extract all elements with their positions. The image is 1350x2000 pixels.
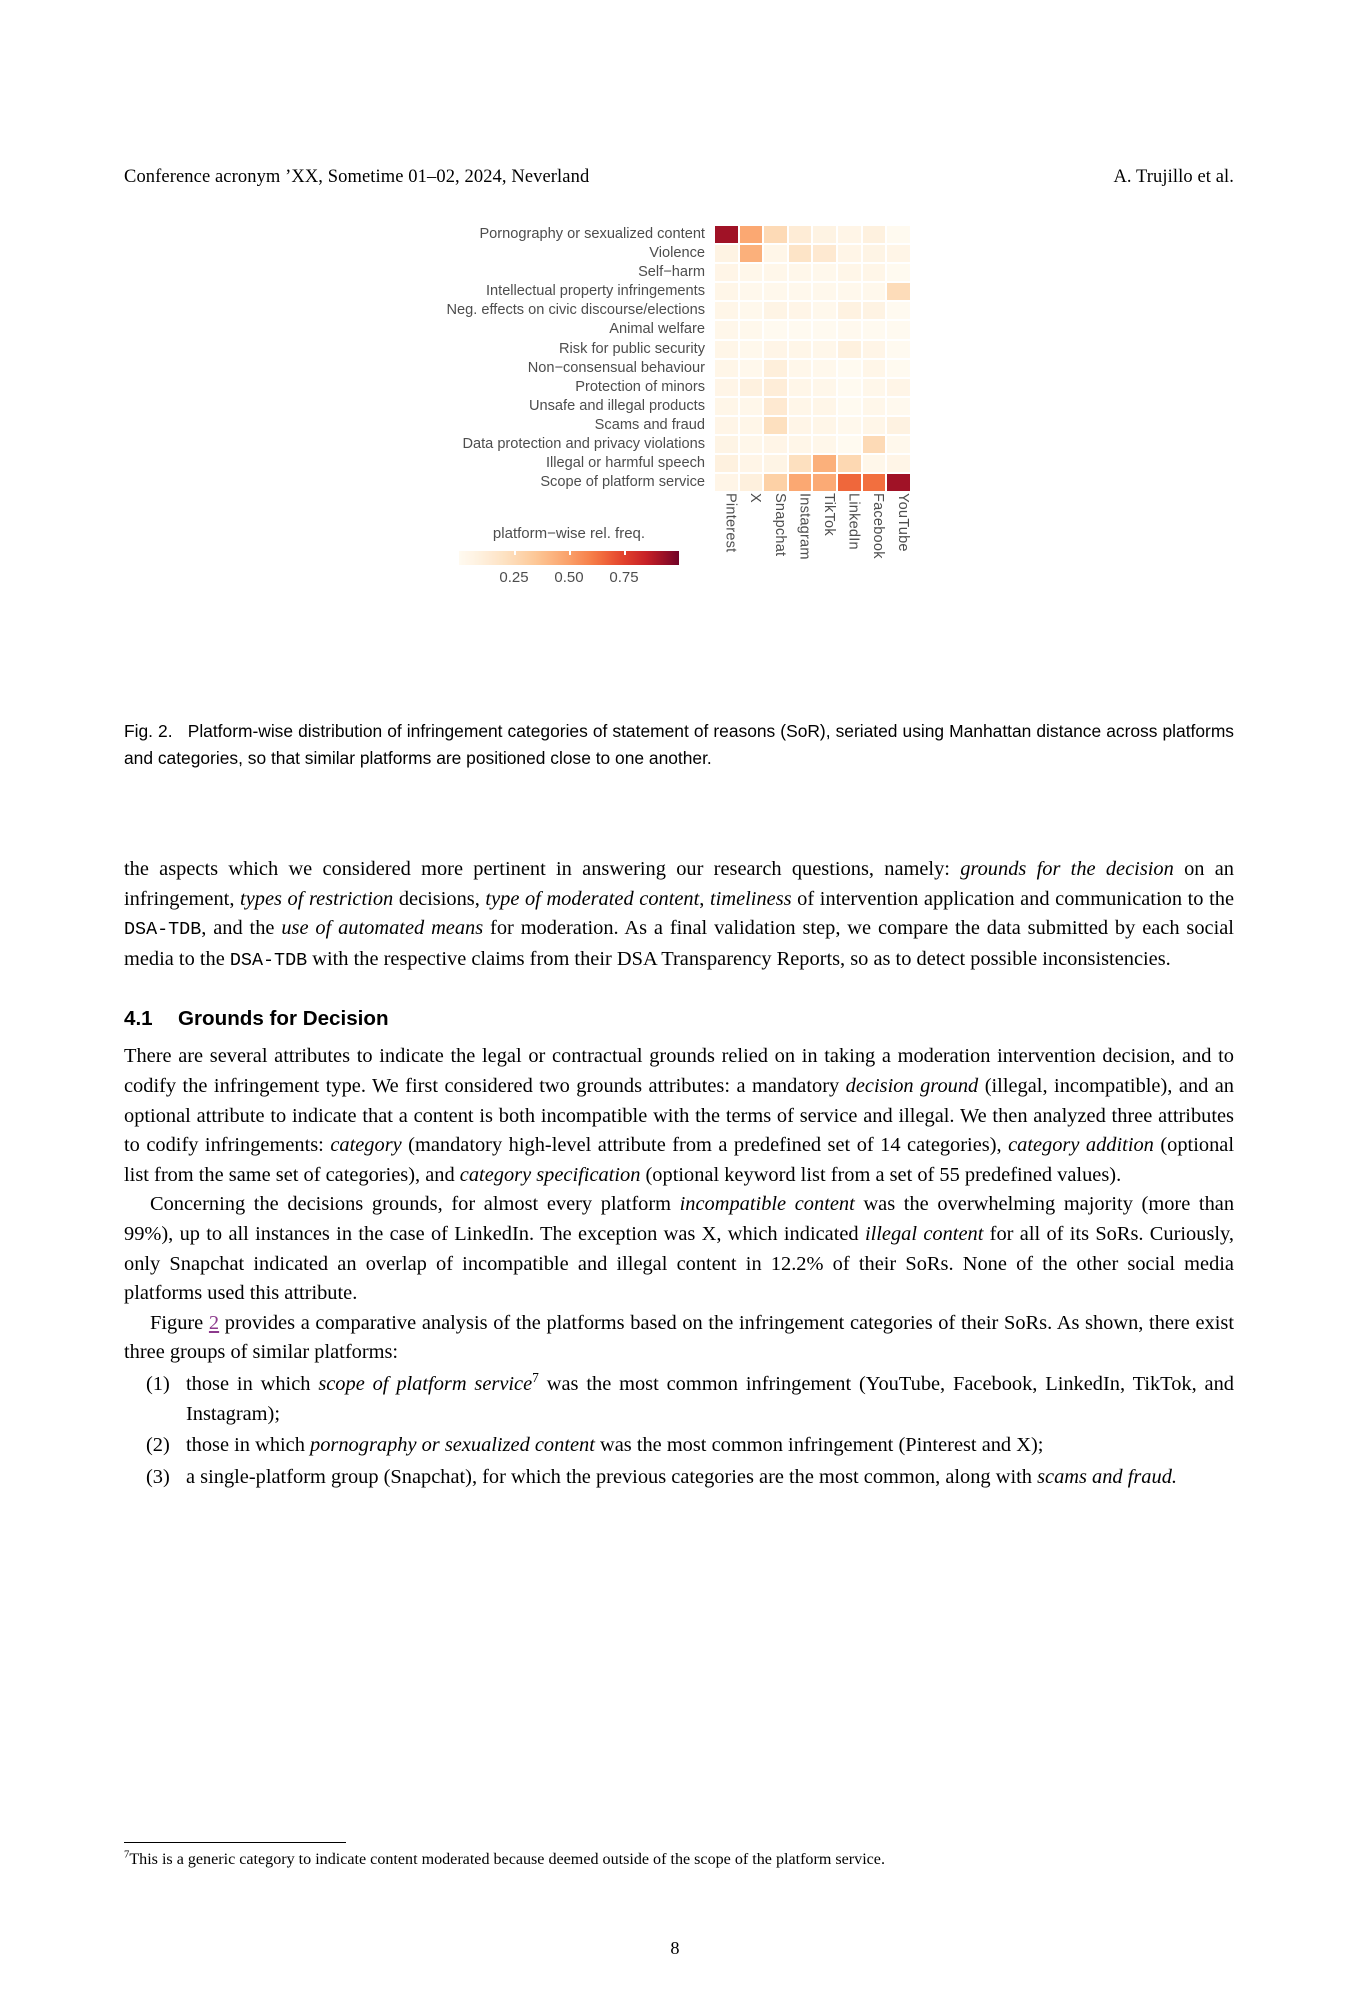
heatmap-row-label: Risk for public security — [559, 340, 705, 357]
p1-em-type-content: type of moderated content — [485, 887, 700, 910]
legend-tick-label: 0.50 — [554, 569, 584, 586]
p1-seg-a: the aspects which we considered more pertinent in answering our research questions, namely: — [124, 858, 961, 880]
heatmap-cell — [812, 263, 837, 282]
p1-seg-d: , — [699, 887, 711, 910]
heatmap-column-label: TikTok — [820, 493, 837, 536]
p4-seg-b: provides a comparative analysis of the platforms based on the infringement categories of their SoRs. As shown, there exist three groups of similar platforms: — [124, 1311, 1234, 1364]
heatmap-row-label: Animal welfare — [609, 321, 705, 338]
p1-seg-h: with the respective claims from their DSA Transparency Reports, so as to detect possible inconsistencies. — [307, 947, 1171, 970]
heatmap-cell — [862, 320, 887, 339]
heatmap-plot — [404, 225, 964, 586]
heatmap-cell — [837, 435, 862, 454]
heatmap-cell — [739, 435, 764, 454]
heatmap-cell — [837, 225, 862, 244]
heatmap-cell — [763, 378, 788, 397]
li3-seg-a: a single-platform group (Snapchat), for which the previous categories are the most common, along with — [186, 1465, 1038, 1488]
p2-seg-a: There are several attributes to indicate the legal or contractual grounds relied on in taking a moderation intervention decision, and to codify the infringement type. We first considered two grounds attributes: a mandatory — [124, 1045, 1234, 1097]
li2-seg-b: was the most common infringement (Pinterest and X); — [594, 1434, 1044, 1457]
body-text — [124, 855, 1234, 1492]
heatmap-cell — [886, 435, 911, 454]
heatmap-cell — [739, 301, 764, 320]
heatmap-row-label: Non−consensual behaviour — [527, 359, 705, 376]
heatmap-cell — [739, 378, 764, 397]
heatmap-grid — [714, 225, 911, 492]
heatmap-cell — [812, 397, 837, 416]
p4-seg-a: Figure — [150, 1311, 209, 1334]
heatmap-cell — [837, 454, 862, 473]
heatmap-row-label: Protection of minors — [575, 378, 705, 395]
platform-groups-list — [124, 1370, 1234, 1492]
heatmap-cell — [739, 473, 764, 492]
p3-em-illegal: illegal content — [864, 1222, 984, 1245]
heatmap-cell — [862, 435, 887, 454]
running-head-left: Conference acronym ’XX, Sometime 01–02, 2024, Neverland — [124, 167, 590, 187]
heatmap-cell — [812, 435, 837, 454]
heatmap-row-label: Data protection and privacy violations — [462, 436, 705, 453]
heatmap-cell — [862, 378, 887, 397]
paragraph-continuation — [124, 855, 1234, 975]
heatmap-cell — [837, 282, 862, 301]
heatmap-cell — [837, 397, 862, 416]
heatmap-cell — [714, 244, 739, 263]
heatmap-cell — [714, 263, 739, 282]
heatmap-cell — [812, 416, 837, 435]
figure-caption-text: Platform-wise distribution of infringement categories of statement of reasons (SoR), seriated using Manhattan distance across platforms and categories, so that similar platforms are positioned close to one another. — [124, 721, 1234, 768]
heatmap-cell — [714, 340, 739, 359]
heatmap-row-label: Illegal or harmful speech — [546, 455, 705, 472]
heatmap-cell — [862, 225, 887, 244]
heatmap-cell — [763, 320, 788, 339]
heatmap-cell — [862, 397, 887, 416]
heatmap-cell — [886, 320, 911, 339]
heatmap-cell — [886, 473, 911, 492]
heatmap-cell — [788, 340, 813, 359]
figure-2-link[interactable]: 2 — [208, 1311, 220, 1334]
heatmap-cell — [886, 397, 911, 416]
heatmap-cell — [714, 473, 739, 492]
p3-seg-b: was the overwhelming majority (more than 99%), up to all instances in the case of LinkedIn. The exception was X, which indicated — [124, 1193, 1235, 1245]
heatmap-cell — [837, 320, 862, 339]
heatmap-cell — [886, 282, 911, 301]
paragraph-decisions-grounds — [124, 1190, 1234, 1308]
paragraph-figure-ref — [124, 1309, 1234, 1368]
section-title: Grounds for Decision — [178, 1007, 389, 1031]
heatmap-cell — [812, 282, 837, 301]
p1-tt-dsatdb-2: DSA-TDB — [229, 949, 308, 971]
list-item — [124, 1370, 1234, 1429]
li3-em-scams: scams and fraud. — [1037, 1465, 1177, 1488]
heatmap-cell — [886, 225, 911, 244]
heatmap-cell — [837, 263, 862, 282]
heatmap-cell — [763, 282, 788, 301]
heatmap-cell — [763, 416, 788, 435]
heatmap-cell — [812, 473, 837, 492]
heatmap-cell — [886, 244, 911, 263]
heatmap-cell — [739, 416, 764, 435]
heatmap-cell — [788, 435, 813, 454]
paragraph-grounds — [124, 1042, 1234, 1190]
heatmap-row-label: Self−harm — [638, 264, 705, 281]
heatmap-row-label: Scope of platform service — [540, 474, 705, 491]
p2-seg-e: (optional keyword list from a set of 55 predefined values). — [640, 1163, 1122, 1186]
heatmap-cell — [862, 454, 887, 473]
footnote-text: This is a generic category to indicate content moderated because deemed outside of the scope of the platform service. — [129, 1851, 885, 1868]
running-head — [124, 167, 1234, 188]
heatmap-cell — [714, 225, 739, 244]
heatmap-cell — [886, 416, 911, 435]
heatmap-cell — [862, 359, 887, 378]
heatmap-cell — [763, 473, 788, 492]
heatmap-cell — [837, 416, 862, 435]
heatmap-column-label: X — [747, 493, 764, 503]
heatmap-cell — [862, 301, 887, 320]
heatmap-cell — [739, 359, 764, 378]
heatmap-cell — [714, 435, 739, 454]
heatmap-cell — [739, 454, 764, 473]
heatmap-cell — [739, 263, 764, 282]
heatmap-wrapper — [404, 225, 964, 492]
heatmap-cell — [788, 473, 813, 492]
running-head-right: A. Trujillo et al. — [1113, 167, 1234, 187]
heatmap-cell — [739, 340, 764, 359]
p2-em-category-spec: category specification — [459, 1163, 641, 1186]
heatmap-cell — [837, 359, 862, 378]
p1-seg-g: for moderation. As a final validation step, we compare the data submitted by each social media to the — [124, 917, 1234, 970]
li1-seg-a: those in which — [186, 1372, 319, 1395]
heatmap-cell — [714, 359, 739, 378]
heatmap-cell — [837, 301, 862, 320]
heatmap-cell — [714, 454, 739, 473]
heatmap-cell — [763, 225, 788, 244]
heatmap-cell — [812, 320, 837, 339]
heatmap-row-label: Unsafe and illegal products — [528, 397, 705, 414]
heatmap-cell — [837, 378, 862, 397]
heatmap-column-label: Instagram — [796, 493, 813, 560]
p1-em-grounds: grounds for the decision — [960, 858, 1174, 880]
figure-caption — [124, 718, 1234, 771]
legend-colorbar — [459, 551, 679, 565]
p1-tt-dsatdb-1: DSA-TDB — [124, 919, 202, 941]
heatmap-column-label: Pinterest — [722, 493, 739, 553]
heatmap-legend — [424, 525, 714, 587]
heatmap-cell — [763, 263, 788, 282]
heatmap-row-labels — [404, 225, 714, 492]
heatmap-cell — [763, 359, 788, 378]
heatmap-cell — [837, 340, 862, 359]
section-heading-4-1 — [124, 1006, 1234, 1032]
heatmap-column-labels — [714, 493, 911, 603]
heatmap-column-label: YouTube — [894, 493, 911, 552]
heatmap-cell — [862, 340, 887, 359]
heatmap-cell — [739, 225, 764, 244]
heatmap-row-label: Violence — [649, 245, 705, 262]
heatmap-cell — [788, 397, 813, 416]
p2-em-category-addition: category addition — [1008, 1134, 1154, 1157]
p3-em-incompatible: incompatible content — [679, 1193, 855, 1216]
heatmap-cell — [886, 359, 911, 378]
heatmap-cell — [812, 244, 837, 263]
p1-em-types: types of restriction — [240, 887, 394, 910]
p2-em-decision-ground: decision ground — [845, 1074, 979, 1097]
list-item — [124, 1431, 1234, 1461]
heatmap-cell — [714, 416, 739, 435]
heatmap-cell — [739, 282, 764, 301]
footnote-ref-7[interactable]: 7 — [532, 1370, 539, 1386]
heatmap-cell — [812, 340, 837, 359]
heatmap-cell — [739, 320, 764, 339]
heatmap-cell — [886, 378, 911, 397]
heatmap-cell — [886, 301, 911, 320]
heatmap-cell — [788, 378, 813, 397]
heatmap-cell — [714, 397, 739, 416]
heatmap-cell — [812, 225, 837, 244]
legend-notch — [624, 551, 626, 555]
heatmap-cell — [812, 301, 837, 320]
heatmap-cell — [788, 301, 813, 320]
heatmap-cell — [763, 340, 788, 359]
heatmap-cell — [862, 263, 887, 282]
li2-em-porn: pornography or sexualized content — [310, 1434, 595, 1457]
footnote-7 — [124, 1849, 1234, 1871]
heatmap-cell — [763, 301, 788, 320]
footnote-marker: 7 — [124, 1849, 130, 1861]
heatmap-cell — [837, 473, 862, 492]
heatmap-cell — [788, 263, 813, 282]
p2-em-category: category — [330, 1134, 402, 1157]
legend-tick-labels — [459, 567, 679, 587]
li1-em-scope: scope of platform service — [318, 1372, 533, 1395]
p2-seg-c: (mandatory high-level attribute from a predefined set of 14 categories), — [401, 1134, 1009, 1157]
p1-seg-f: , and the — [201, 917, 282, 940]
p1-seg-b: on an infringement, — [124, 858, 1234, 910]
heatmap-cell — [788, 225, 813, 244]
heatmap-cell — [788, 282, 813, 301]
heatmap-column-label: LinkedIn — [845, 493, 862, 550]
p1-em-automated: use of automated means — [281, 917, 484, 940]
heatmap-cell — [714, 320, 739, 339]
footnote-rule — [124, 1842, 346, 1843]
legend-notch — [569, 551, 571, 555]
heatmap-cell — [862, 473, 887, 492]
p1-em-timeliness: timeliness — [710, 887, 792, 910]
heatmap-column-label: Snapchat — [771, 493, 788, 557]
heatmap-row-label: Pornography or sexualized content — [479, 226, 705, 242]
li2-seg-a: those in which — [186, 1434, 311, 1457]
p1-seg-e: of intervention application and communication to the — [791, 887, 1234, 910]
heatmap-column-label: Facebook — [870, 493, 887, 559]
list-item — [124, 1463, 1234, 1493]
p3-seg-a: Concerning the decisions grounds, for almost every platform — [150, 1193, 680, 1216]
heatmap-cell — [812, 378, 837, 397]
heatmap-cell — [862, 282, 887, 301]
heatmap-cell — [763, 454, 788, 473]
figure-caption-label: Fig. 2. — [124, 721, 173, 741]
heatmap-cell — [812, 454, 837, 473]
page-number: 8 — [670, 1938, 680, 1958]
heatmap-cell — [788, 454, 813, 473]
heatmap-cell — [837, 244, 862, 263]
heatmap-cell — [714, 378, 739, 397]
heatmap-cell — [886, 340, 911, 359]
heatmap-cell — [788, 244, 813, 263]
heatmap-cell — [739, 397, 764, 416]
heatmap-cell — [714, 282, 739, 301]
figure-2 — [124, 225, 1234, 685]
heatmap-cell — [763, 435, 788, 454]
heatmap-cell — [862, 244, 887, 263]
li1-seg-b: was the most common infringement (YouTube, Facebook, LinkedIn, TikTok, and Instagram); — [186, 1372, 1234, 1425]
heatmap-cell — [763, 397, 788, 416]
heatmap-cell — [812, 359, 837, 378]
section-number: 4.1 — [124, 1007, 153, 1031]
heatmap-cell — [788, 359, 813, 378]
heatmap-row-label: Scams and fraud — [594, 416, 705, 433]
heatmap-row-label: Neg. effects on civic discourse/elections — [446, 302, 705, 319]
heatmap-cell — [763, 244, 788, 263]
legend-tick-label: 0.75 — [609, 569, 639, 586]
heatmap-cell — [886, 263, 911, 282]
p3-seg-c: for all of its SoRs. Curiously, only Snapchat indicated an overlap of incompatible and illegal content in 12.2% of their SoRs. None of the other social media platforms used this attribute. — [124, 1222, 1235, 1305]
legend-title: platform−wise rel. freq. — [492, 525, 646, 542]
heatmap-row-label: Intellectual property infringements — [485, 283, 705, 300]
heatmap-cell — [714, 301, 739, 320]
heatmap-cell — [788, 416, 813, 435]
heatmap-cell — [862, 416, 887, 435]
p2-seg-d: (optional list from the same set of categories), and — [124, 1134, 1234, 1186]
heatmap-cell — [788, 320, 813, 339]
legend-notch — [514, 551, 516, 555]
heatmap-cell — [886, 454, 911, 473]
p2-seg-b: (illegal, incompatible), and an optional attribute to indicate that a content is both incompatible with the terms of service and illegal. We then analyzed three attributes to codify infringements: — [124, 1074, 1234, 1157]
heatmap-cell — [739, 244, 764, 263]
legend-tick-label: 0.25 — [499, 569, 529, 586]
p1-seg-c: decisions, — [393, 887, 486, 910]
